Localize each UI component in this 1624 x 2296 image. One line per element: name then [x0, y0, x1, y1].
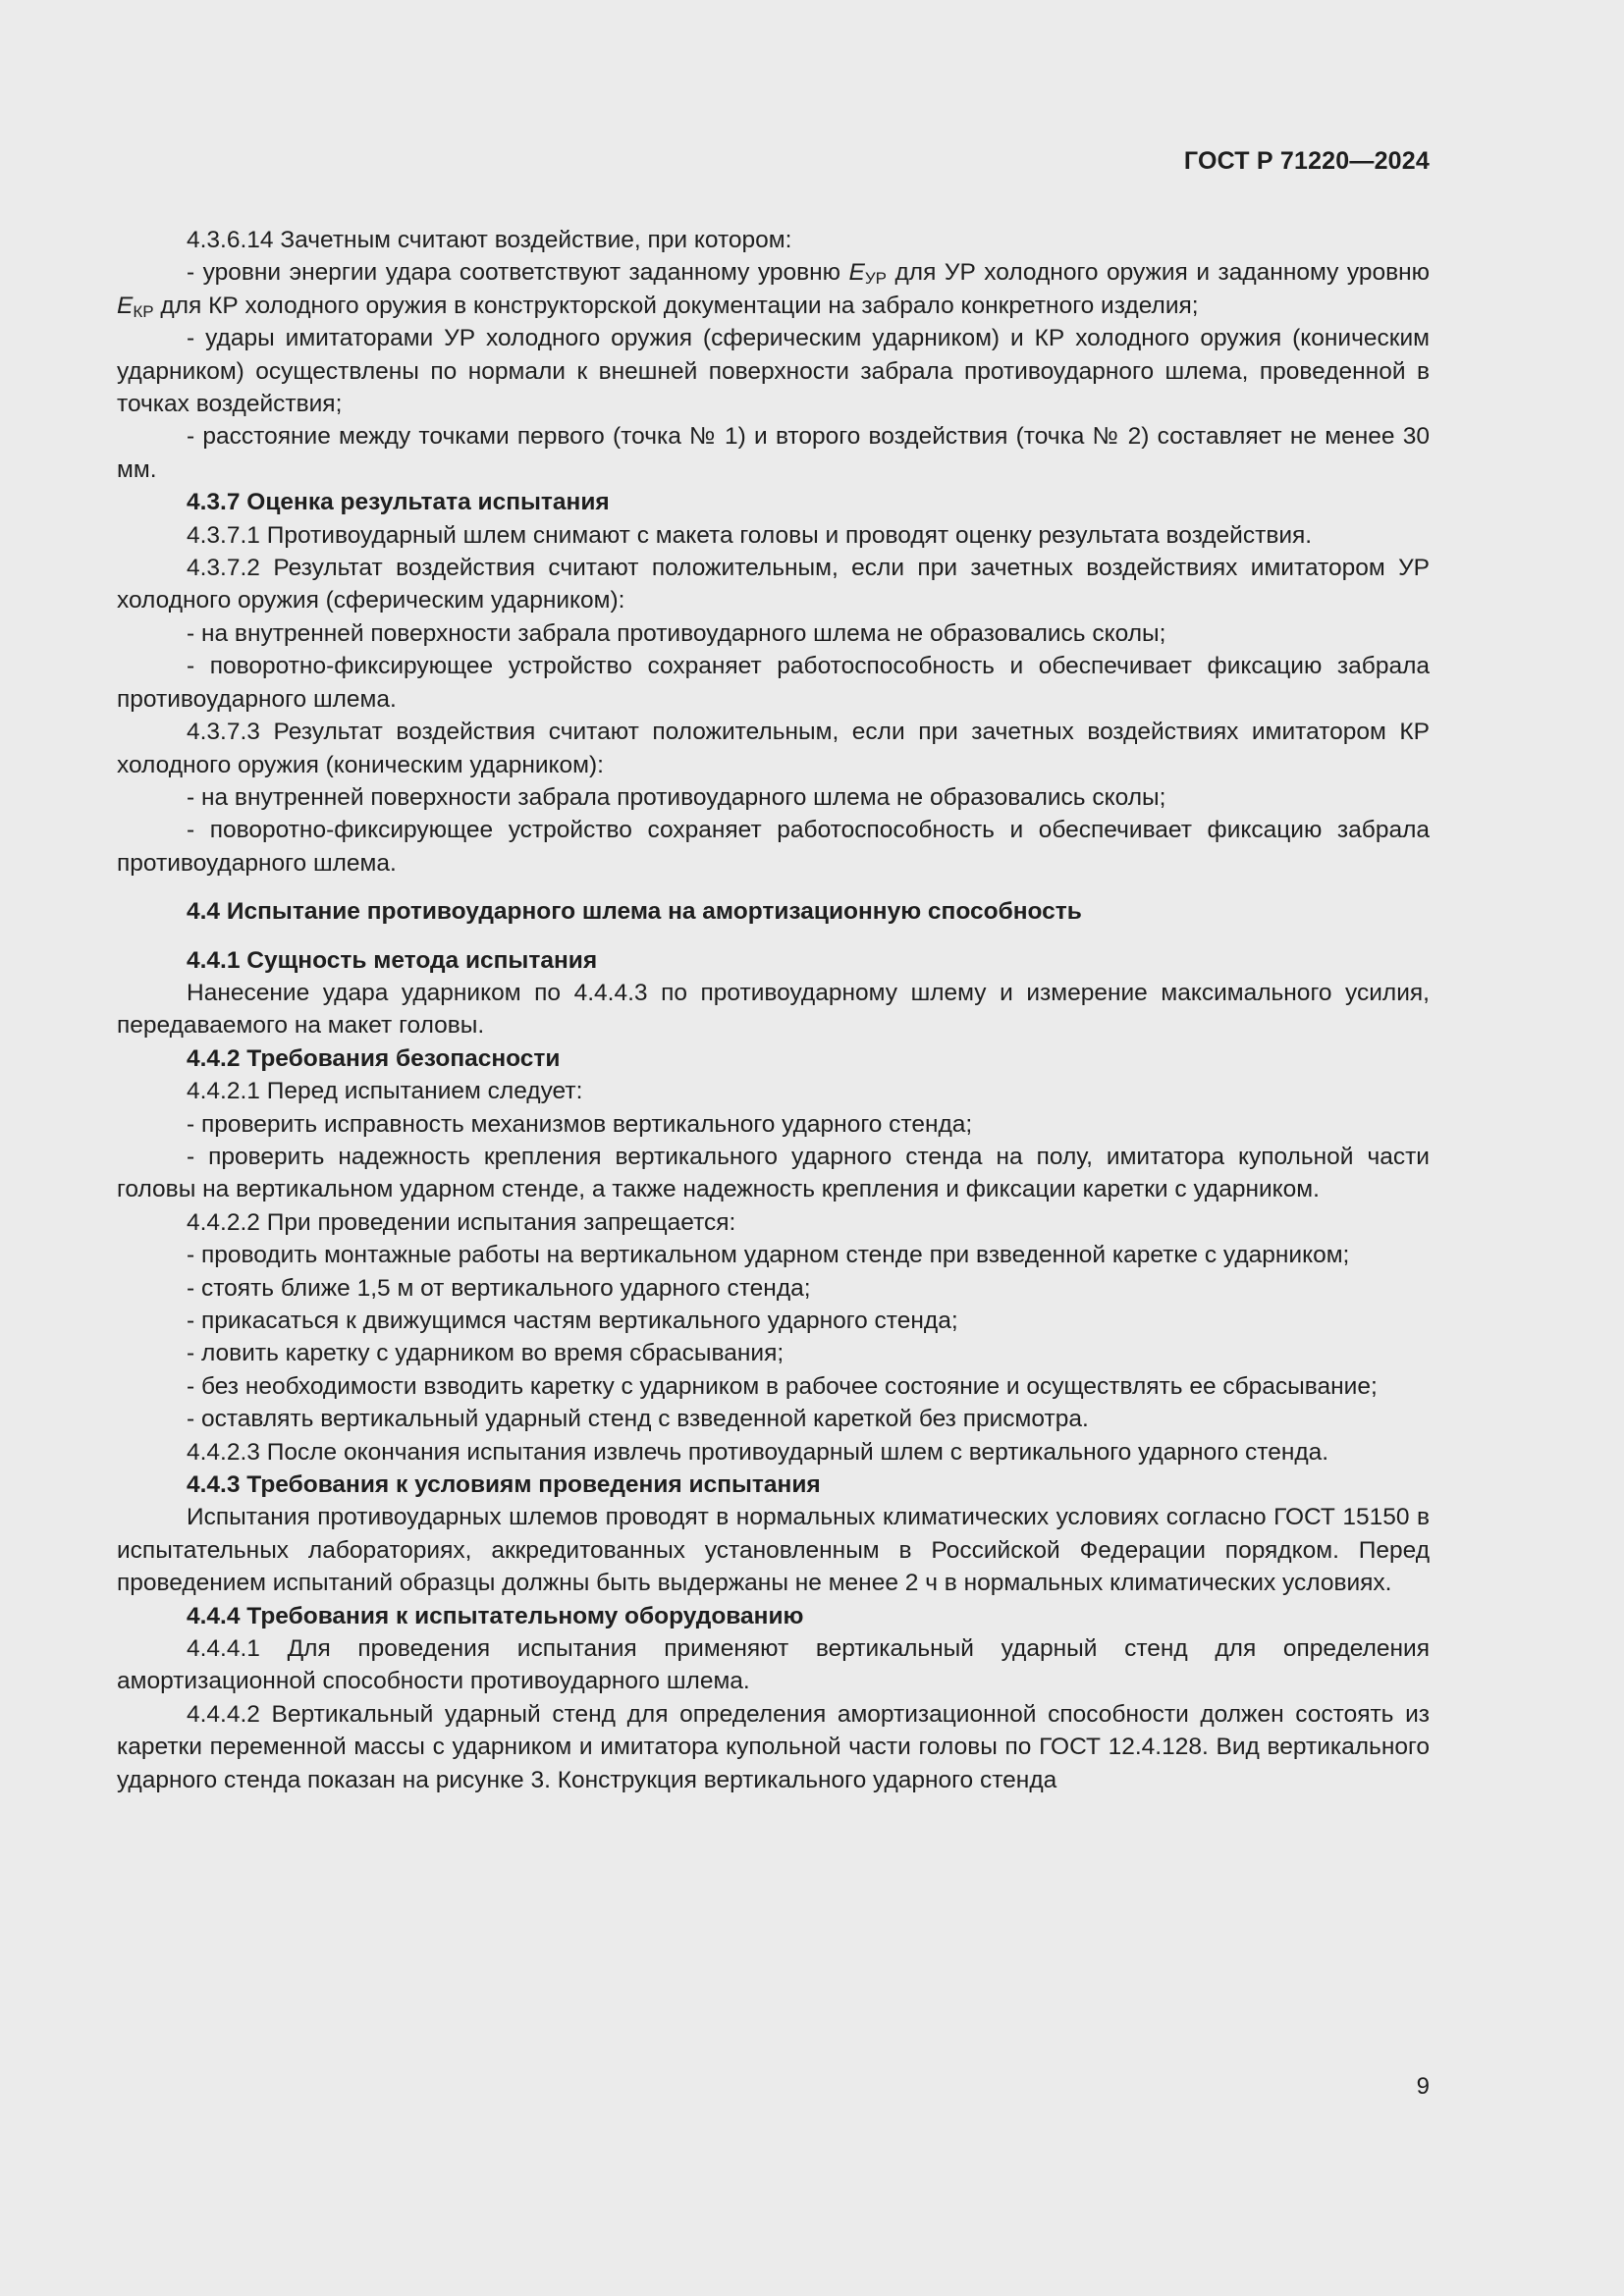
- paragraph-4-4-4-1: 4.4.4.1 Для проведения испытания применяют вертикальный ударный стенд для определения амортизационной способности противоударного шлема.: [117, 1635, 1430, 1695]
- section-heading-4-3-7: 4.3.7 Оценка результата испытания: [187, 489, 610, 516]
- list-item: - на внутренней поверхности забрала противоударного шлема не образовались сколы;: [187, 619, 1166, 647]
- paragraph-4-4-2-3: 4.4.2.3 После окончания испытания извлечь противоударный шлем с вертикального ударного стенда.: [187, 1438, 1329, 1466]
- list-item: - поворотно-фиксирующее устройство сохраняет работоспособность и обеспечивает фиксацию забрала противоударного шлема.: [117, 653, 1430, 713]
- page-number: 9: [1416, 2073, 1430, 2100]
- list-item: - удары имитаторами УР холодного оружия (сферическим ударником) и КР холодного оружия (коническим ударником) осуществлены по нормали к внешней поверхности забрала противоударного шлема, проведенной в точках воздействия;: [117, 325, 1430, 418]
- document-header: ГОСТ Р 71220—2024: [1183, 147, 1430, 175]
- list-item: - стоять ближе 1,5 м от вертикального ударного стенда;: [187, 1274, 811, 1302]
- paragraph-4-4-1: Нанесение удара ударником по 4.4.4.3 по противоударному шлему и измерение максимального усилия, передаваемого на макет головы.: [117, 979, 1430, 1040]
- paragraph-4-3-7-1: 4.3.7.1 Противоударный шлем снимают с макета головы и проводят оценку результата воздействия.: [187, 521, 1313, 549]
- paragraph-4-4-2-2: 4.4.2.2 При проведении испытания запрещается:: [187, 1208, 736, 1236]
- energy-subscript: УР: [864, 269, 888, 289]
- list-item: - оставлять вертикальный ударный стенд с взведенной кареткой без присмотра.: [187, 1406, 1089, 1433]
- section-heading-4-4: 4.4 Испытание противоударного шлема на амортизационную способность: [187, 898, 1082, 926]
- list-item: - проводить монтажные работы на вертикальном ударном стенде при взведенной каретке с ударником;: [187, 1242, 1350, 1269]
- text-run: для КР холодного оружия в конструкторской документации на забрало конкретного изделия;: [153, 292, 1199, 319]
- list-item: [117, 256, 1430, 322]
- energy-symbol: E: [117, 292, 134, 319]
- section-heading-4-4-1: 4.4.1 Сущность метода испытания: [187, 946, 598, 974]
- energy-subscript: КР: [133, 301, 154, 321]
- list-item: - расстояние между точками первого (точка № 1) и второго воздействия (точка № 2) составляет не менее 30 мм.: [117, 423, 1430, 483]
- paragraph-4-3-7-3: 4.3.7.3 Результат воздействия считают положительным, если при зачетных воздействиях имитатором КР холодного оружия (коническим ударником):: [117, 719, 1430, 778]
- paragraph-4-4-4-2: 4.4.4.2 Вертикальный ударный стенд для определения амортизационной способности должен состоять из каретки переменной массы с ударником и имитатора купольной части головы по ГОСТ 12.4.128. Вид вертикального ударного стенда показан на рисунке 3. Конструкция вертикального ударного стенда: [117, 1700, 1430, 1793]
- section-heading-4-4-3: 4.4.3 Требования к условиям проведения испытания: [187, 1471, 821, 1499]
- section-heading-4-4-2: 4.4.2 Требования безопасности: [187, 1044, 561, 1072]
- text-run: для УР холодного оружия и заданному уровню: [887, 259, 1430, 287]
- paragraph-4-4-3: Испытания противоударных шлемов проводят в нормальных климатических условиях согласно ГОСТ 15150 в испытательных лабораториях, аккредитованных установленным в Российской Федерации порядком. Перед проведением испытаний образцы должны быть выдержаны не менее 2 ч в нормальных климатических условиях.: [117, 1504, 1430, 1597]
- section-heading-4-4-4: 4.4.4 Требования к испытательному оборудованию: [187, 1602, 804, 1629]
- paragraph-4-3-6-14: 4.3.6.14 Зачетным считают воздействие, при котором:: [187, 227, 792, 253]
- list-item: - поворотно-фиксирующее устройство сохраняет работоспособность и обеспечивает фиксацию забрала противоударного шлема.: [117, 817, 1430, 877]
- paragraph-4-4-2-1: 4.4.2.1 Перед испытанием следует:: [187, 1078, 583, 1105]
- text-run: - уровни энергии удара соответствуют заданному уровню: [187, 259, 849, 287]
- paragraph-4-3-7-2: 4.3.7.2 Результат воздействия считают положительным, если при зачетных воздействиях имитатором УР холодного оружия (сферическим ударником):: [117, 555, 1430, 614]
- list-item: - ловить каретку с ударником во время сбрасывания;: [187, 1340, 785, 1367]
- list-item: - прикасаться к движущимся частям вертикального ударного стенда;: [187, 1308, 958, 1334]
- energy-symbol: E: [848, 259, 865, 287]
- list-item: - проверить надежность крепления вертикального ударного стенда на полу, имитатора купольной части головы на вертикальном ударном стенде, а также надежность крепления и фиксации каретки с ударником.: [117, 1143, 1430, 1203]
- list-item: - проверить исправность механизмов вертикального ударного стенда;: [187, 1110, 973, 1138]
- document-body: [117, 224, 1430, 1796]
- list-item: - на внутренней поверхности забрала противоударного шлема не образовались сколы;: [187, 783, 1166, 811]
- list-item: - без необходимости взводить каретку с ударником в рабочее состояние и осуществлять ее сбрасывание;: [187, 1372, 1378, 1400]
